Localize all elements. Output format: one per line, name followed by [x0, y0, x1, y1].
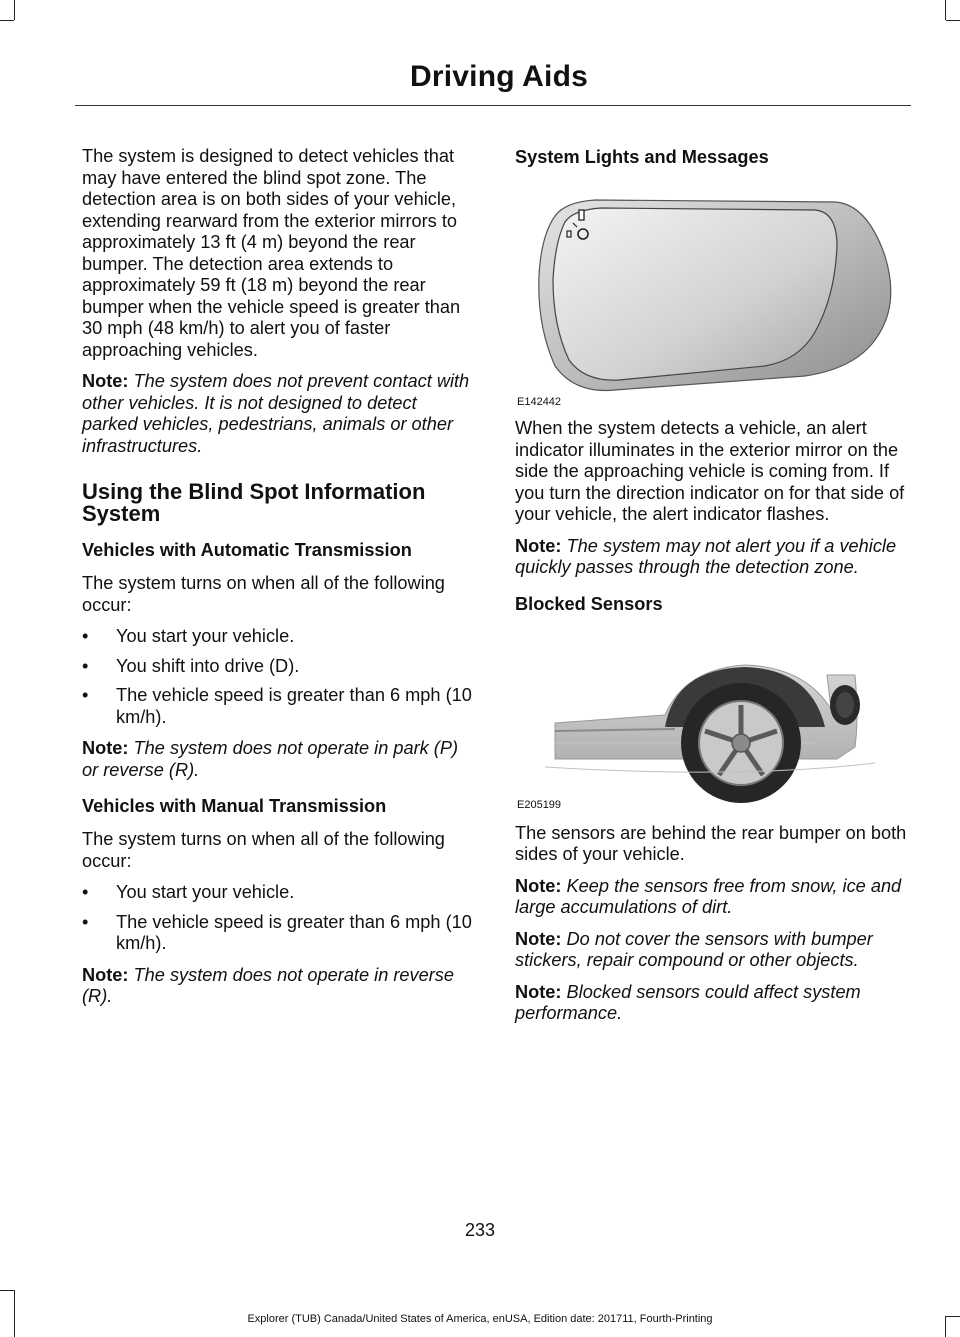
note-label: Note:: [515, 535, 562, 556]
note: [82, 738, 476, 781]
subheading-manual: Vehicles with Manual Transmission: [82, 796, 387, 816]
list-item-text: The vehicle speed is greater than 6 mph (10 km/h).: [116, 685, 472, 727]
note: [515, 982, 909, 1025]
bullet: •: [82, 685, 89, 705]
section-heading: Using the Blind Spot Information System: [82, 479, 426, 526]
bullet: •: [82, 911, 89, 932]
footer: Explorer (TUB) Canada/United States of America, enUSA, Edition date: 201711, Fourth-Printing: [247, 1313, 713, 1325]
note-label: Note:: [515, 928, 562, 949]
auto-intro: The system turns on when all of the following occur:: [82, 573, 445, 615]
header-divider: [75, 105, 911, 106]
note-text: The system does not operate in park (P) or reverse (R).: [82, 738, 459, 780]
manual-intro: The system turns on when all of the following occur:: [82, 829, 445, 871]
note-label: Note:: [515, 875, 562, 896]
note-text: The system does not operate in reverse (R).: [82, 964, 455, 1006]
list-item-text: You start your vehicle.: [116, 882, 295, 902]
bullet: •: [82, 882, 89, 902]
lights-body: When the system detects a vehicle, an alert indicator illuminates in the exterior mirror on the side the approaching vehicle is coming from. If you turn the direction indicator on for that side of your vehicle, the alert indicator flashes.: [515, 418, 905, 524]
note-text: Blocked sensors could affect system performance.: [515, 981, 861, 1023]
note-text: The system may not alert you if a vehicle quickly passes through the detection zone.: [515, 535, 897, 577]
note-text: Do not cover the sensors with bumper stickers, repair compound or other objects.: [515, 928, 873, 970]
note-label: Note:: [515, 981, 562, 1002]
list-item-text: You start your vehicle.: [116, 626, 295, 646]
crop-mark: [945, 0, 946, 20]
list-item: [82, 656, 476, 678]
auto-conditions-list: [82, 626, 476, 728]
note-label: Note:: [82, 738, 129, 758]
bullet: •: [82, 655, 89, 676]
crop-mark: [14, 0, 15, 20]
mirror-figure: [515, 176, 909, 408]
bullet: •: [82, 626, 89, 646]
intro-paragraph: The system is designed to detect vehicles that may have entered the blind spot zone. The detection area is on both sides of your vehicle, extending rearward from the exterior mirrors to approximately 13 ft (4 m) beyond the rear bumper. The detection area extends to approximately 59 ft (18 m) beyond the rear bumper when the vehicle speed is greater than 30 mph (48 km/h) to alert you of faster approaching vehicles.: [82, 146, 461, 360]
note: [515, 929, 909, 972]
list-item-text: You shift into drive (D).: [116, 655, 300, 676]
page-number: 233: [464, 1220, 496, 1240]
subheading-blocked-sensors: Blocked Sensors: [515, 593, 663, 614]
figure-code: E205199: [517, 798, 562, 811]
rear-bumper-figure: [515, 619, 909, 811]
note-label: Note:: [82, 964, 129, 985]
note-text: The system does not prevent contact with other vehicles. It is not designed to detect parked vehicles, pedestrians, animals or other infrastructures.: [82, 371, 470, 456]
note: [515, 876, 909, 919]
note: [82, 371, 476, 457]
right-column: [515, 146, 909, 1035]
list-item: [82, 626, 476, 648]
manual-conditions-list: [82, 882, 476, 955]
rear-wheel-illustration: [515, 619, 909, 811]
note: [82, 965, 476, 1008]
crop-mark: [0, 20, 14, 21]
left-column: [82, 146, 476, 1018]
note-text: Keep the sensors free from snow, ice and large accumulations of dirt.: [515, 875, 902, 917]
note: [515, 536, 909, 579]
crop-mark: [946, 20, 960, 21]
mirror-illustration: [515, 176, 909, 408]
note-label: Note:: [82, 371, 129, 391]
subheading-lights: System Lights and Messages: [515, 147, 769, 167]
subheading-automatic: Vehicles with Automatic Transmission: [82, 540, 412, 560]
list-item-text: The vehicle speed is greater than 6 mph (10 km/h).: [116, 911, 472, 953]
figure-code: E142442: [517, 396, 562, 408]
list-item: [82, 882, 476, 904]
list-item: [82, 912, 476, 955]
page-title: Driving Aids: [410, 60, 588, 93]
list-item: [82, 685, 476, 728]
blocked-body: The sensors are behind the rear bumper on both sides of your vehicle.: [515, 822, 907, 864]
crop-mark: [0, 1290, 14, 1291]
